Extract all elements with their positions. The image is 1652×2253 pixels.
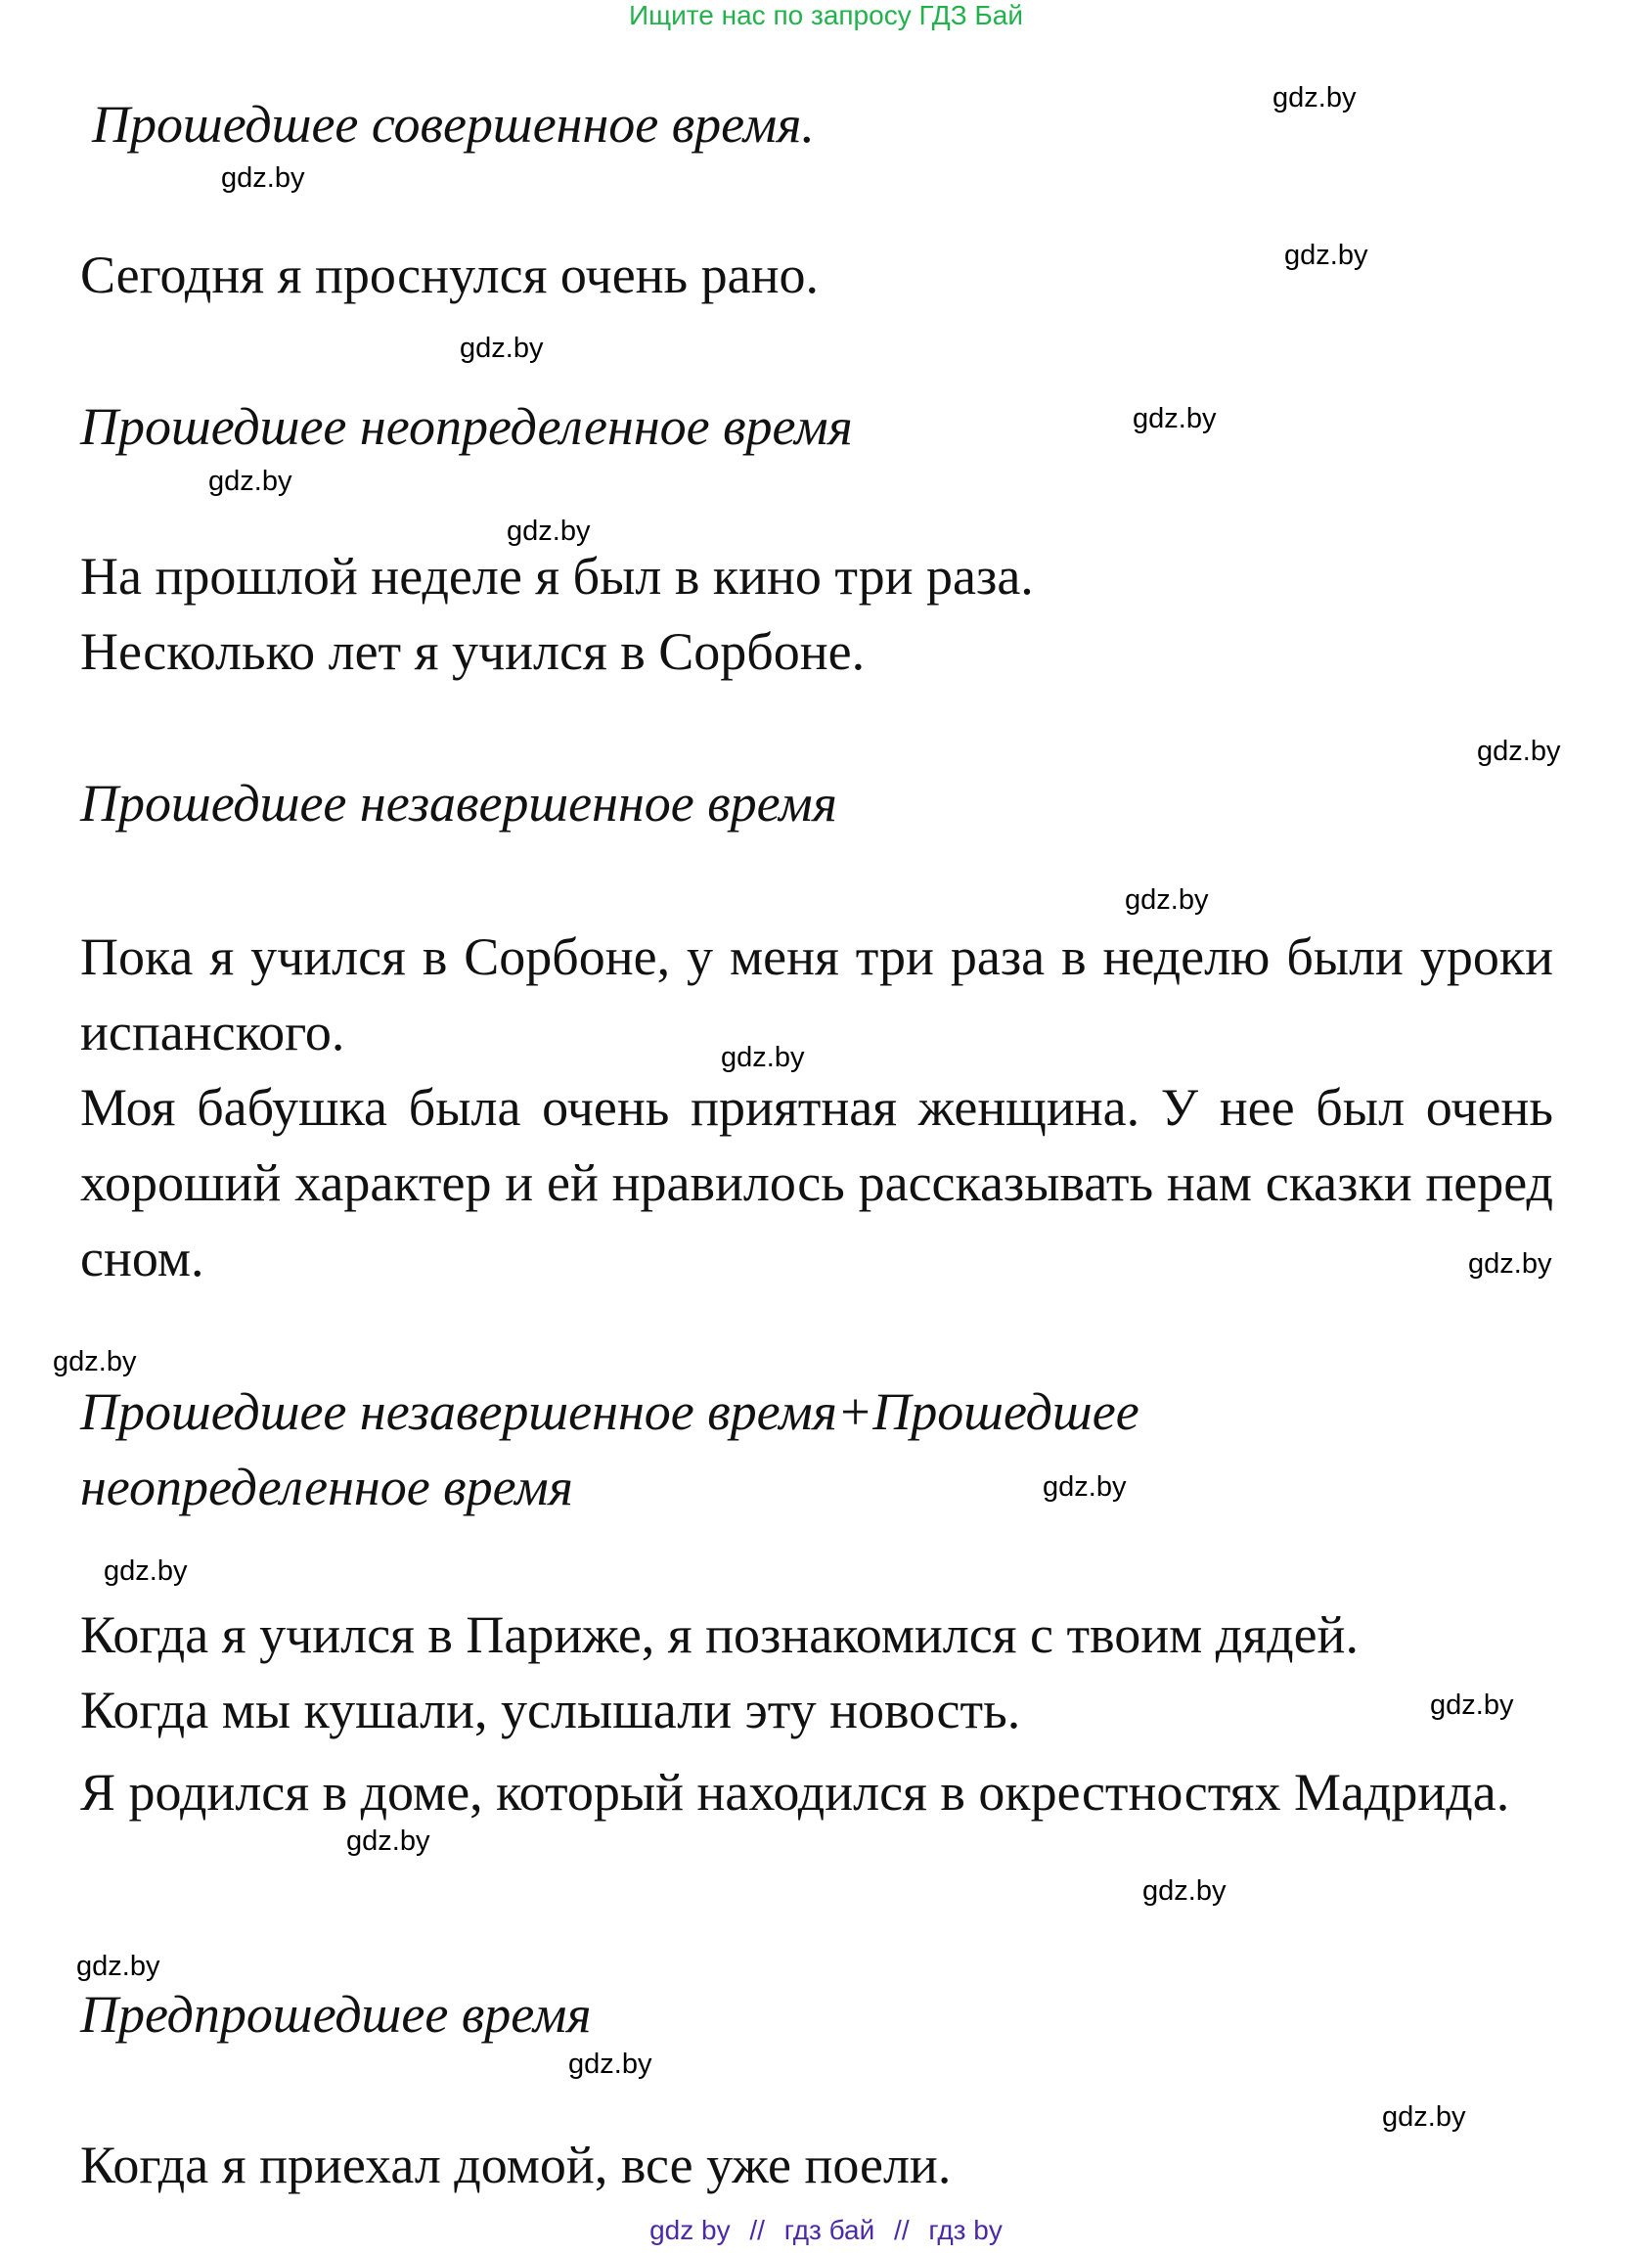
paragraph-madrid: Я родился в доме, который находился в окрестностях Мадрида. (80, 1763, 1510, 1822)
watermark: gdz.by (53, 1346, 137, 1377)
watermark: gdz.by (507, 516, 591, 547)
watermark: gdz.by (346, 1825, 430, 1857)
watermark: gdz.by (1477, 736, 1561, 767)
footer-links (0, 2215, 1652, 2246)
paragraph-spanish-lessons: Пока я учился в Сорбоне, у меня три раза в неделю были уроки испанского. (80, 927, 1553, 1061)
watermark: gdz.by (208, 466, 292, 497)
watermark: gdz.by (1043, 1471, 1127, 1503)
watermark: gdz.by (568, 2049, 652, 2080)
watermark: gdz.by (1133, 403, 1217, 434)
top-banner[interactable]: Ищите нас по запросу ГДЗ Бай (628, 0, 1024, 30)
paragraph-grandmother: Моя бабушка была очень приятная женщина. У нее был очень хороший характер и ей нравилось рассказывать нам сказки перед сном. (80, 1078, 1553, 1287)
watermark: gdz.by (1430, 1690, 1514, 1721)
watermark: gdz.by (1272, 82, 1357, 113)
watermark: gdz.by (1125, 884, 1209, 916)
heading-combined-line2: неопределенное время (80, 1458, 573, 1516)
heading-past-indefinite: Прошедшее неопределенное время (80, 397, 853, 456)
footer-separator: // (894, 2215, 910, 2245)
sentence-woke-up: Сегодня я проснулся очень рано. (80, 246, 820, 304)
watermark: gdz.by (721, 1042, 805, 1073)
heading-past-perfective: Прошедшее совершенное время. (92, 95, 815, 154)
watermark: gdz.by (1382, 2101, 1466, 2133)
watermark: gdz.by (460, 333, 544, 364)
watermark: gdz.by (1142, 1875, 1227, 1907)
watermark: gdz.by (1468, 1248, 1552, 1280)
footer-link-gdz-by-cyr[interactable]: гдз by (928, 2215, 1003, 2245)
watermark: gdz.by (76, 1951, 160, 1982)
sentence-news: Когда мы кушали, услышали эту новость. (80, 1681, 1021, 1739)
sentence-arrived-home: Когда я приехал домой, все уже поели. (80, 2136, 952, 2194)
heading-pluperfect: Предпрошедшее время (80, 1985, 592, 2044)
sentence-sorbonne: Несколько лет я учился в Сорбоне. (80, 622, 866, 681)
watermark: gdz.by (1284, 240, 1368, 271)
footer-link-gdz-bai[interactable]: гдз бай (783, 2215, 875, 2245)
sentence-paris: Когда я учился в Париже, я познакомился с твоим дядей. (80, 1605, 1359, 1664)
footer-link-gdz-by[interactable]: gdz by (649, 2215, 731, 2245)
heading-combined-line1: Прошедшее незавершенное время+Прошедшее (80, 1382, 1139, 1441)
heading-past-imperfect: Прошедшее незавершенное время (80, 774, 837, 833)
watermark: gdz.by (104, 1555, 188, 1587)
footer-separator: // (749, 2215, 765, 2245)
sentence-cinema: На прошлой неделе я был в кино три раза. (80, 547, 1034, 606)
watermark: gdz.by (221, 162, 305, 194)
